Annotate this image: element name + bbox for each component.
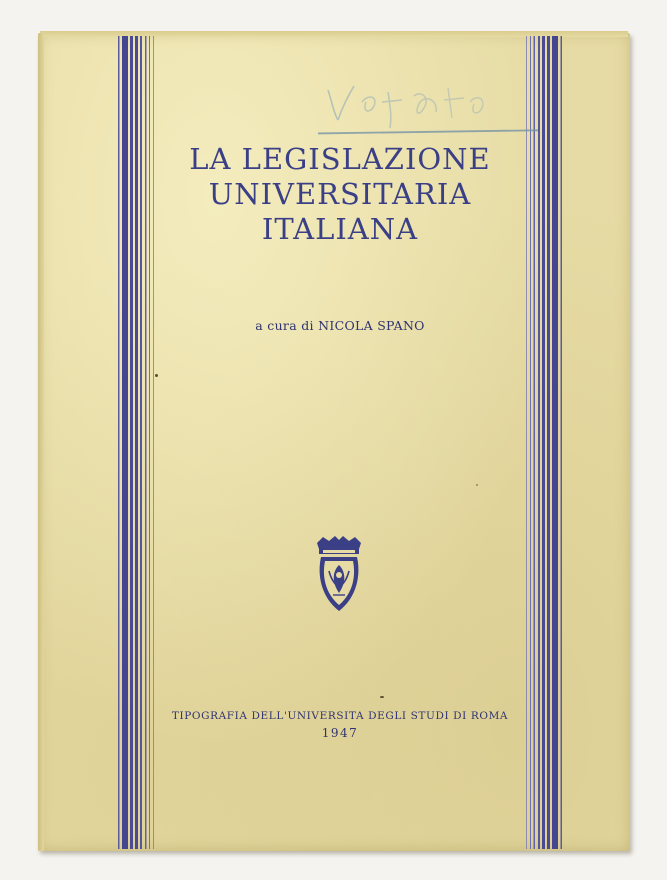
publication-year: 1947 [321,726,359,740]
university-crest-icon [313,535,365,615]
paper-speck [476,484,478,486]
editor-credit: a cura di NICOLA SPANO [255,318,425,333]
publisher-line: TIPOGRAFIA DELL'UNIVERSITA DEGLI STUDI DI ROMA [171,710,509,722]
book-title [160,142,520,247]
paper-speck [380,696,384,698]
cover-spine-edge [38,33,44,851]
handwritten-mark [318,72,538,142]
right-stripe-border [520,36,564,849]
paper-speck [155,374,158,377]
title-line-2: UNIVERSITARIA [208,177,472,211]
left-stripe-border [116,36,160,849]
title-line-1: LA LEGISLAZIONE [189,142,491,176]
title-line-3: ITALIANA [261,212,419,246]
